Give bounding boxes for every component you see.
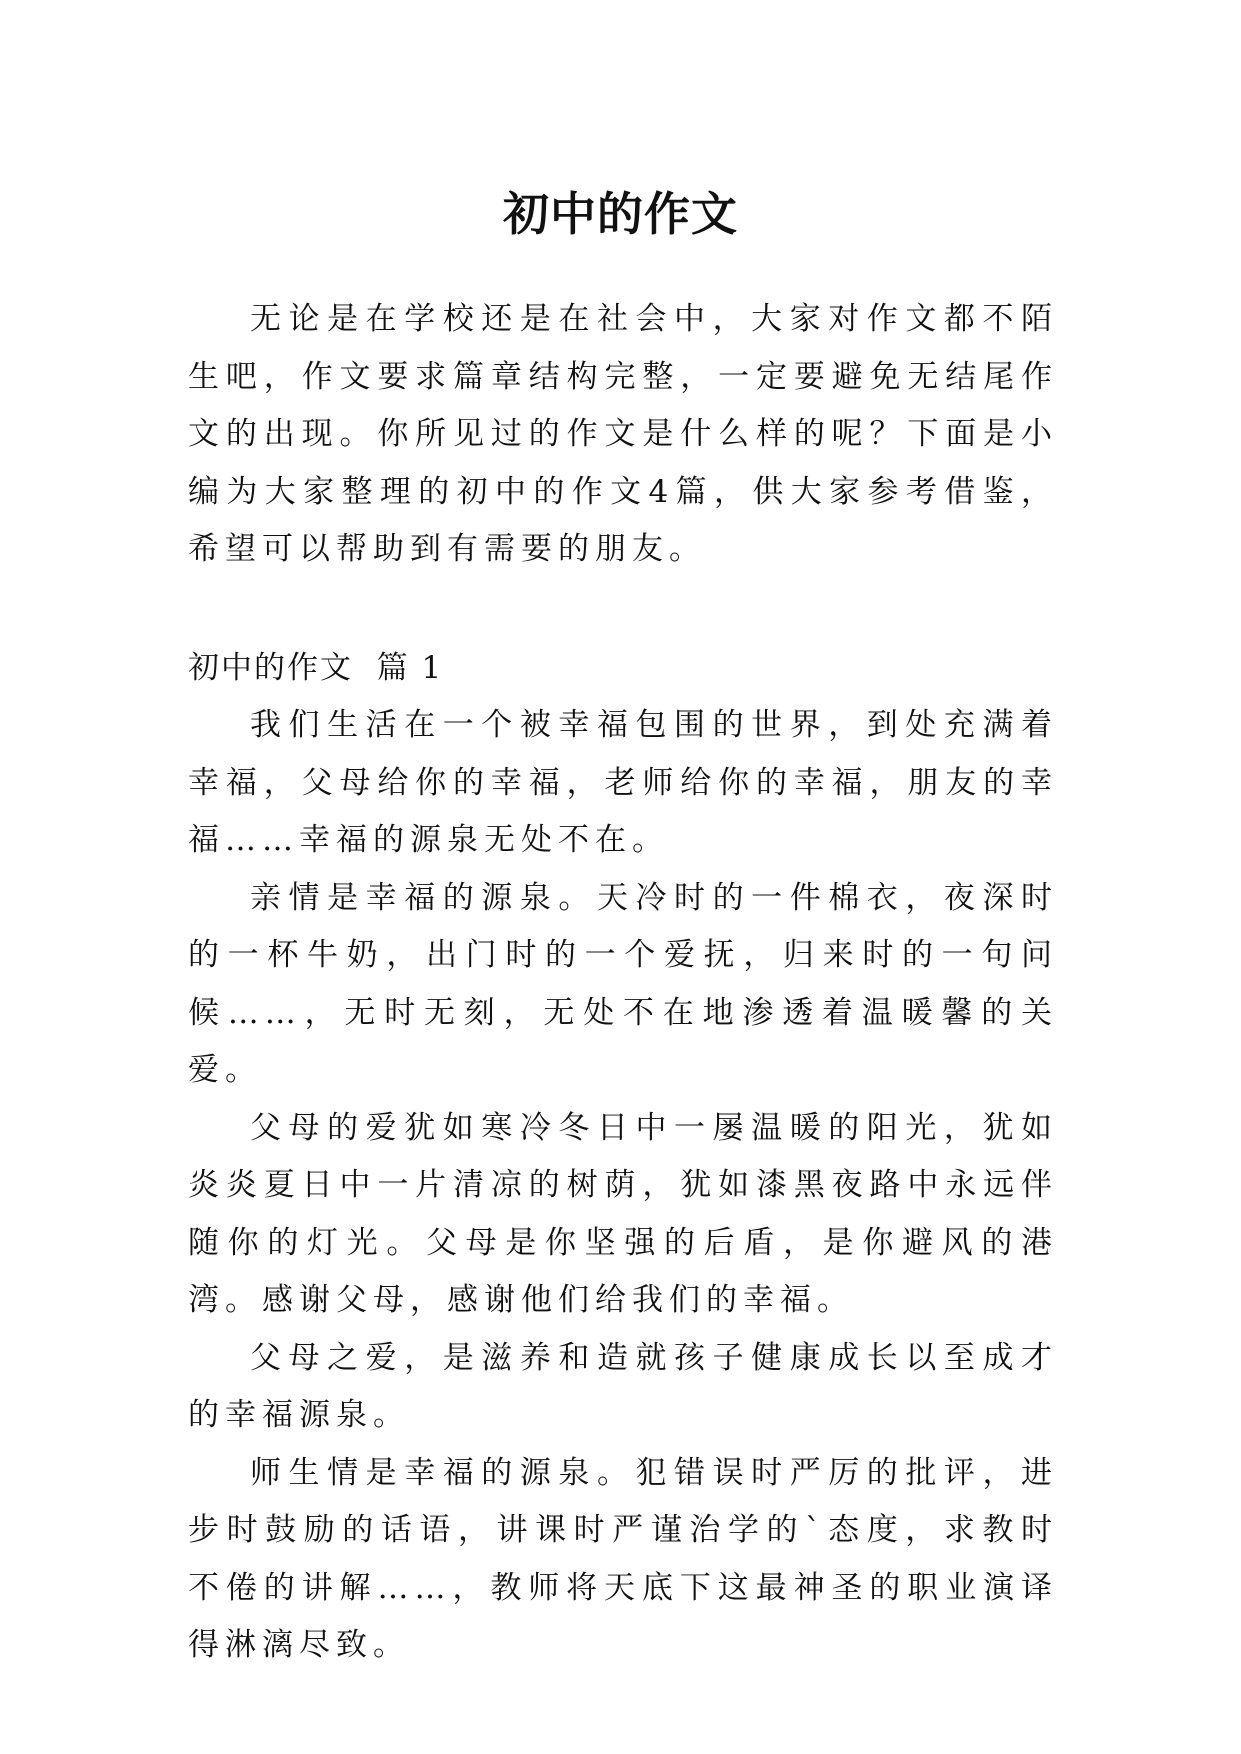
essay-paragraph: 我们生活在一个被幸福包围的世界，到处充满着幸福，父母给你的幸福，老师给你的幸福，朋友的幸福……幸福的源泉无处不在。 bbox=[188, 707, 1058, 858]
essay-paragraph: 亲情是幸福的源泉。天冷时的一件棉衣，夜深时的一杯牛奶，出门时的一个爱抚，归来时的一句问候……，无时无刻，无处不在地渗透着温暖馨的关爱。 bbox=[188, 879, 1058, 1088]
document-title: 初中的作文 bbox=[503, 186, 738, 241]
essay-body bbox=[188, 697, 1058, 1675]
essay-paragraph: 父母之爱，是滋养和造就孩子健康成长以至成才的幸福源泉。 bbox=[188, 1339, 1058, 1433]
essay-paragraph: 师生情是幸福的源泉。犯错误时严厉的批评，进步时鼓励的话语，讲课时严谨治学的`态度，求教时不倦的讲解……，教师将天底下这最神圣的职业演译得淋漓尽致。 bbox=[188, 1454, 1058, 1663]
intro-paragraph: 无论是在学校还是在社会中，大家对作文都不陌生吧，作文要求篇章结构完整，一定要避免无结尾作文的出现。你所见过的作文是什么样的呢？下面是小编为大家整理的初中的作文4篇，供大家参考借鉴，希望可以帮助到有需要的朋友。 bbox=[188, 301, 1058, 567]
section-heading: 初中的作文 篇 1 bbox=[188, 650, 444, 686]
essay-paragraph: 父母的爱犹如寒冷冬日中一屡温暖的阳光，犹如炎炎夏日中一片清凉的树荫，犹如漆黑夜路中永远伴随你的灯光。父母是你坚强的后盾，是你避风的港湾。感谢父母，感谢他们给我们的幸福。 bbox=[188, 1109, 1058, 1318]
